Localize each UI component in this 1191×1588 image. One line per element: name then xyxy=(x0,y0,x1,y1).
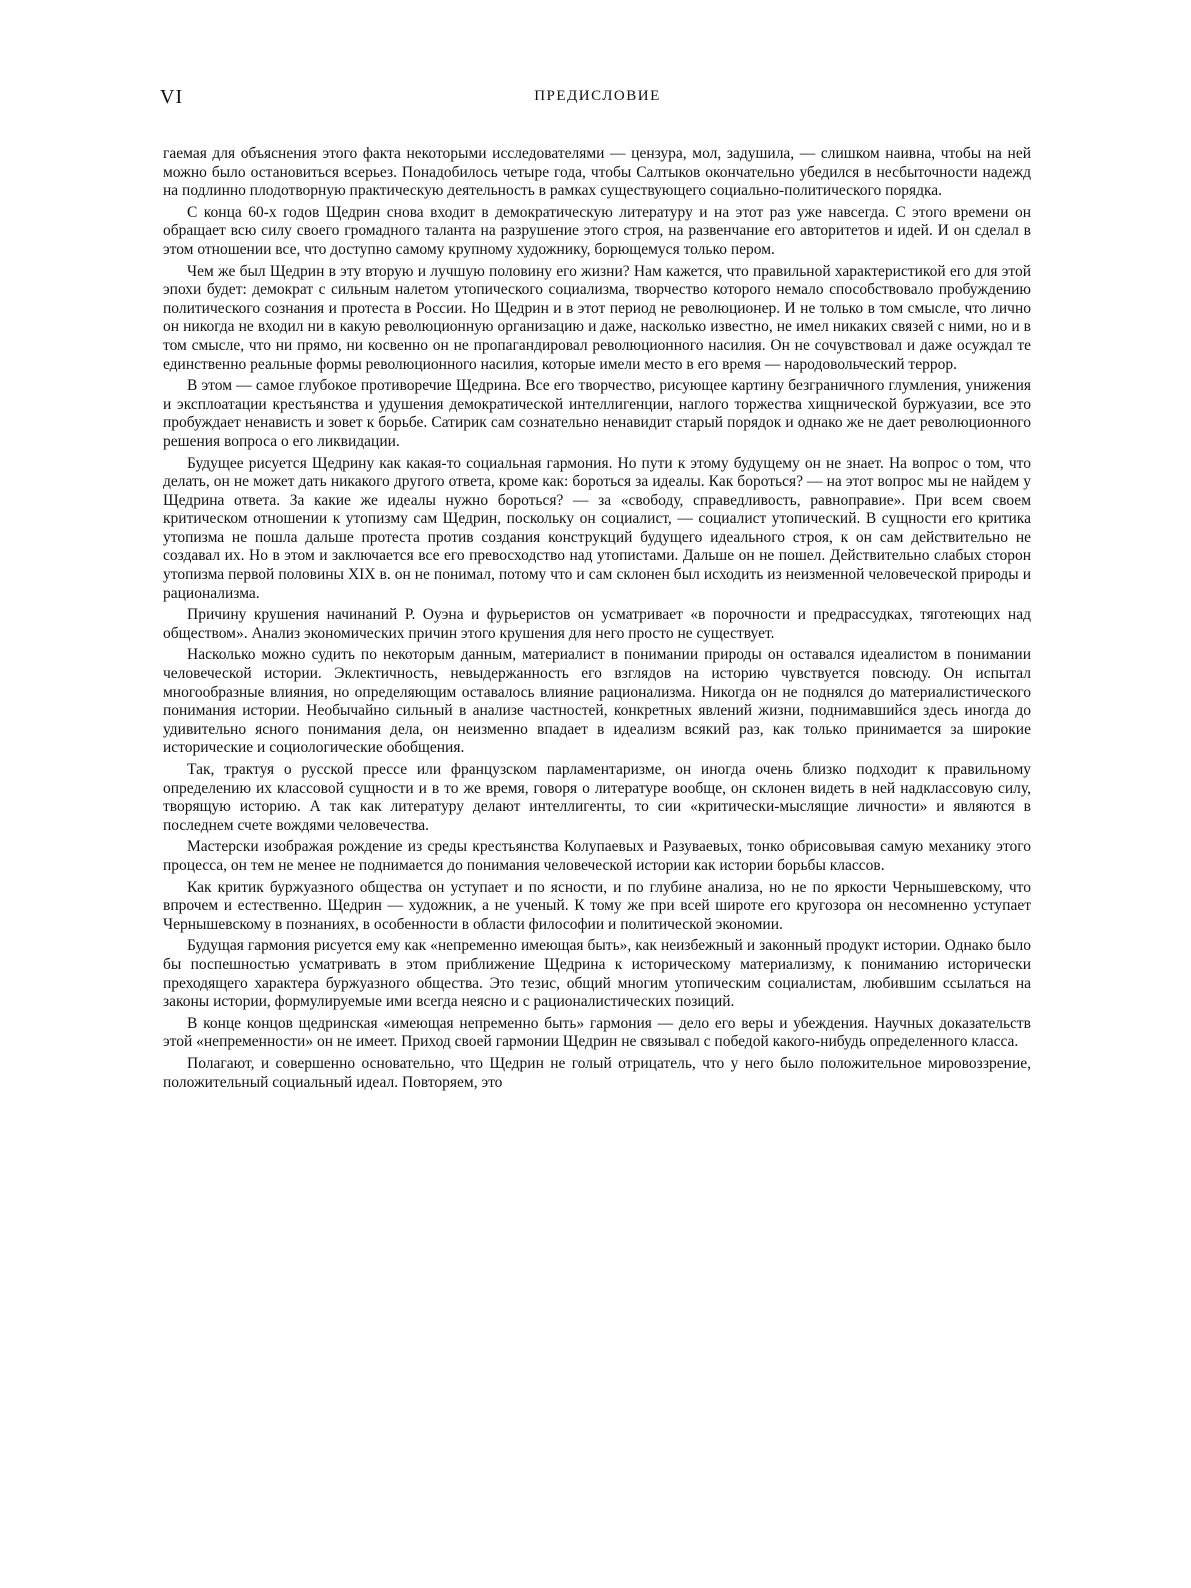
paragraph: Полагают, и совершенно основательно, что Щедрин не голый отрицатель, что у него было положительное мировоззрение, положительный социальный идеал. Повторяем, это xyxy=(163,1054,1031,1091)
paragraph: Мастерски изображая рождение из среды крестьянства Колупаевых и Разуваевых, тонко обрисовывая самую механику этого процесса, он тем не менее не поднимается до понимания человеческой истории как истории борьбы классов. xyxy=(163,838,1031,874)
body-text xyxy=(163,145,1031,1095)
paragraph: Насколько можно судить по некоторым данным, материалист в понимании природы он оставался идеалистом в понимании человеческой истории. Эклектичность, невыдержанность его взглядов на историю чувствуется повсюду. Он испытал многообразные влияния, но определяющим оставалось влияние рационализма. Никогда он не поднялся до материалистического понимания истории. Необычайно сильный в анализе частностей, конкретных явлений жизни, поднимавшийся здесь иногда до удивительно ясного понимания дела, он неизменно впадает в идеализм всякий раз, как только принимается за широкие исторические и социологические обобщения. xyxy=(163,646,1031,757)
paragraph: Причину крушения начинаний Р. Оуэна и фурьеристов он усматривает «в порочности и предрассудках, тяготеющих над обществом». Анализ экономических причин этого крушения для него просто не существует. xyxy=(163,606,1031,642)
page-number: VI xyxy=(160,86,184,108)
paragraph: В конце концов щедринская «имеющая непременно быть» гармония — дело его веры и убеждения. Научных доказательств этой «непременности» он не имеет. Приход своей гармонии Щедрин не связывал с победой какого-нибудь определенного класса. xyxy=(163,1014,1031,1051)
paragraph: Так, трактуя о русской прессе или французском парламентаризме, он иногда очень близко подходит к правильному определению их классовой сущности и в то же время, говоря о литературе вообще, он склонен видеть в ней надклассовую силу, творящую историю. А так как литературу делают интеллигенты, то сии «критически-мыслящие личности» и являются в последнем счете вождями человечества. xyxy=(163,761,1031,834)
running-title: ПРЕДИСЛОВИЕ xyxy=(534,88,661,104)
paragraph: С конца 60-х годов Щедрин снова входит в демократическую литературу и на этот раз уже навсегда. С этого времени он обращает всю силу своего громадного таланта на разрушение этого строя, на развенчание его авторитетов и идей. И он сделал в этом отношении все, что доступно самому крупному художнику, борющемуся только пером. xyxy=(163,203,1031,258)
paragraph: Чем же был Щедрин в эту вторую и лучшую половину его жизни? Нам кажется, что правильной характеристикой его для этой эпохи будет: демократ с сильным налетом утопического социализма, творчество которого немало способствовало пробуждению политического сознания и протеста в России. Но Щедрин и в этот период не революционер. И не только в том смысле, что лично он никогда не входил ни в какую революционную организацию и даже, насколько известно, не имел никаких связей с ними, но и в том смысле, что ни прямо, ни косвенно он не пропагандировал революционного насилия. Он не сочувствовал и даже осуждал те единственно реальные формы революционного насилия, которые имели место в его время — народовольческий террор. xyxy=(163,262,1031,373)
paragraph: гаемая для объяснения этого факта некоторыми исследователями — цензура, мол, задушила, — слишком наивна, чтобы на ней можно было остановиться всерьез. Понадобилось четыре года, чтобы Салтыков окончательно убедился в несбыточности надежд на подлинно плодотворную практическую деятельность в рамках существующего социально-политического порядка. xyxy=(163,145,1031,200)
page-header xyxy=(160,86,1035,110)
paragraph: Будущее рисуется Щедрину как какая-то социальная гармония. Но пути к этому будущему он не знает. На вопрос о том, что делать, он не может дать никакого другого ответа, кроме как: бороться за идеалы. Как бороться? — на этот вопрос мы не найдем у Щедрина ответа. За какие же идеалы нужно бороться? — за «свободу, справедливость, равноправие». При всем своем критическом отношении к утопизму сам Щедрин, поскольку он социалист, — социалист утопический. В сущности его критика утопизма не пошла дальше протеста против создания конструкций будущего идеального строя, к он сам действительно не создавал их. Но в этом и заключается все его превосходство над утопистами. Дальше он не пошел. Действительно слабых сторон утопизма первой половины XIX в. он не понимал, потому что и сам склонен был исходить из неизменной человеческой природы и рационализма. xyxy=(163,454,1031,602)
paragraph: В этом — самое глубокое противоречие Щедрина. Все его творчество, рисующее картину безграничного глумления, унижения и эксплоатации крестьянства и удушения демократической интеллигенции, наглого торжества хищнической буржуазии, все это пробуждает ненависть и зовет к борьбе. Сатирик сам сознательно ненавидит старый порядок и однако же не дает революционного решения вопроса о его ликвидации. xyxy=(163,377,1031,450)
paragraph: Как критик буржуазного общества он уступает и по ясности, и по глубине анализа, но не по яркости Чернышевскому, что впрочем и естественно. Щедрин — художник, а не ученый. К тому же при всей широте его кругозора он несомненно уступает Чернышевскому в познаниях, в особенности в области философии и политической экономии. xyxy=(163,878,1031,933)
paragraph: Будущая гармония рисуется ему как «непременно имеющая быть», как неизбежный и законный продукт истории. Однако было бы поспешностью усматривать в этом приближение Щедрина к историческому материализму, к пониманию исторически преходящего характера буржуазного общества. Это тезис, общий многим утопическим социалистам, любившим ссылаться на законы истории, формулируемые ими всегда неясно и с рационалистических позиций. xyxy=(163,937,1031,1011)
